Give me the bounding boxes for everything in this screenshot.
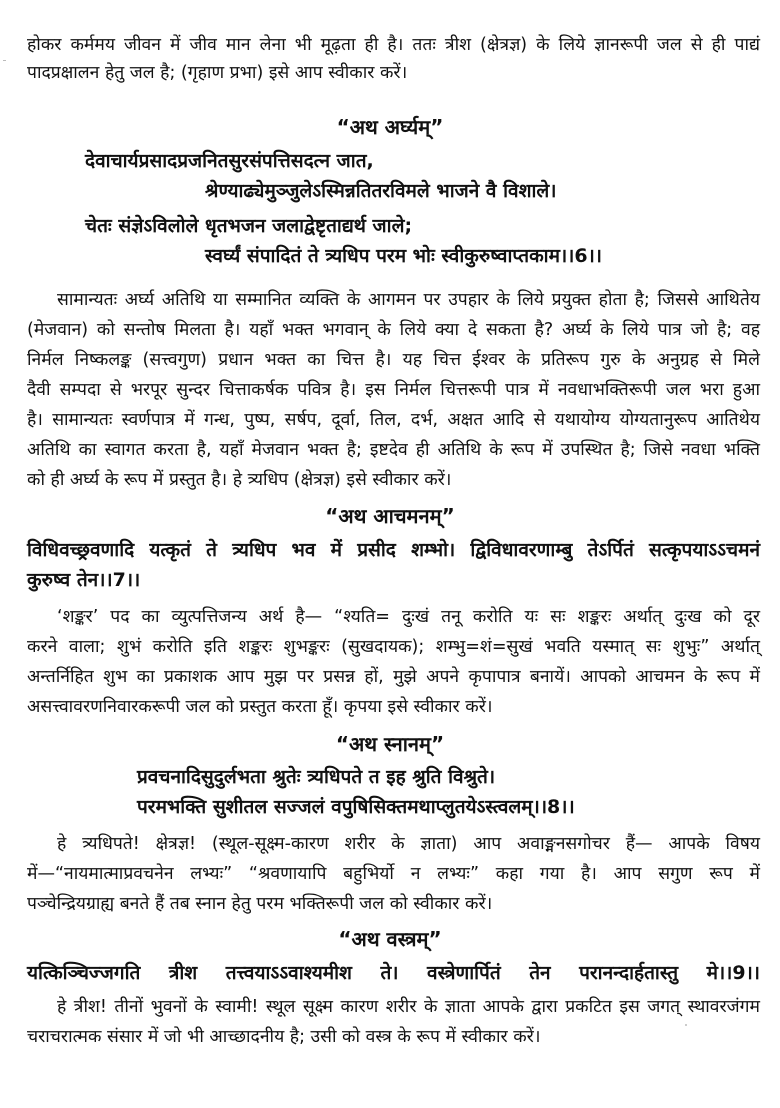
section-heading-arghyam: “अथ अर्घ्यम्”	[336, 115, 444, 139]
verse-line: यत्किञ्चिज्जगति त्रीश तत्त्वयाऽऽवाश्यमीश ते। वस्त्रेणार्पितं तेन परानन्दार्हतास्तु मे।।9।।	[27, 962, 760, 984]
verse-line: प्रवचनादिसुदुर्लभता श्रुतेः त्र्यधिपते त इह श्रुति विश्रुते।	[137, 766, 496, 788]
commentary-line: करने वाला; शुभं करोति इति शङ्करः शुभङ्करः (सुखदायक); शम्भु=शं=सुखं भवति यस्मात् सः शुभुः” अर्थात्	[27, 637, 760, 657]
section-heading-vastram: “अथ वस्त्रम्”	[338, 927, 442, 951]
verse-line: विधिवच्छ्रवणादि यत्कृतं ते त्र्यधिप भव में प्रसीद शम्भो। द्विविधावरणाम्बु तेऽर्पितं सत्कृपयाऽऽचमनं	[27, 539, 760, 561]
verse-line: देवाचार्यप्रसादप्रजनितसुरसंपत्तिसदत्न जात,	[85, 150, 374, 172]
commentary-line: हे त्रीश! तीनों भुवनों के स्वामी! स्थूल सूक्ष्म कारण शरीर के ज्ञाता आपके द्वारा प्रकटित इस जगत् स्थावरजंगम	[57, 997, 760, 1017]
verse-line: स्वर्घ्यं संपादितं ते त्र्यधिप परम भोः स्वीकुरुष्वाप्तकाम।।6।।	[205, 245, 602, 267]
scan-artifact-dot	[685, 1024, 687, 1026]
commentary-line: (मेजवान) को सन्तोष मिलता है। यहाँ भक्त भगवान् के लिये क्या दे सकता है? अर्घ्य के लिये पात्र जो है; वह	[27, 320, 760, 340]
commentary-line: अन्तर्निहित शुभ का प्रकाशक आप मुझ पर प्रसन्न हों, मुझे अपने कृपापात्र बनायें। आपको आचमन के रूप में	[27, 667, 760, 687]
intro-line-2: पादप्रक्षालन हेतु जल है; (गृहाण प्रभा) इसे आप स्वीकार करें।	[27, 63, 408, 83]
section-heading-snanam: “अथ स्नानम्”	[335, 732, 445, 756]
commentary-line: चराचरात्मक संसार में जो भी आच्छादनीय है; उसी को वस्त्र के रूप में स्वीकार करें।	[27, 1027, 541, 1047]
commentary-line: में—“नायमात्माप्रवचनेन लभ्यः” “श्रवणायापि बहुभिर्यो न लभ्यः” कहा गया है। आप सगुण रूप में	[27, 864, 760, 884]
verse-line: कुरुष्व तेन।।7।।	[27, 569, 141, 591]
commentary-line: ‘शङ्कर’ पद का व्युत्पत्तिजन्य अर्थ है— “श्यति= दुःखं तनू करोति यः सः शङ्करः अर्थात् दुःख को दूर	[57, 607, 760, 627]
intro-line-1: होकर कर्ममय जीवन में जीव मान लेना भी मूढ़ता ही है। ततः त्रीश (क्षेत्रज्ञ) के लिये ज्ञानरूपी जल से ही पाद्यं	[27, 35, 760, 55]
section-heading-achamanam: “अथ आचमनम्”	[325, 504, 455, 528]
commentary-line: को ही अर्घ्य के रूप में प्रस्तुत है। हे त्र्यधिप (क्षेत्रज्ञ) इसे स्वीकार करें।	[27, 470, 452, 490]
commentary-line: सामान्यतः अर्घ्य अतिथि या सम्मानित व्यक्ति के आगमन पर उपहार के लिये प्रयुक्त होता है; जिससे आथितेय	[57, 290, 760, 310]
commentary-line: है। सामान्यतः स्वर्णपात्र में गन्ध, पुष्प, सर्षप, दूर्वा, तिल, दर्भ, अक्षत आदि से यथायोग्य योग्यतानुरूप आतिथेय	[27, 410, 760, 430]
commentary-line: पञ्चेन्द्रियग्राह्य बनते हैं तब स्नान हेतु परम भक्तिरूपी जल को स्वीकार करें।	[27, 894, 493, 914]
commentary-line: अतिथि का स्वागत करता है, यहाँ मेजवान भक्त है; इष्टदेव ही अतिथि के रूप में उपस्थित है; जिसे नवधा भक्ति	[27, 440, 760, 460]
verse-line: परमभक्ति सुशीतल सज्जलं वपुषिसिक्तमथाप्लुतयेऽस्त्वलम्।।8।।	[137, 796, 575, 818]
commentary-line: हे त्र्यधिपते! क्षेत्रज्ञ! (स्थूल-सूक्ष्म-कारण शरीर के ज्ञाता) आप अवाङ्मनसगोचर हैं— आपके विषय	[57, 834, 760, 854]
scan-artifact	[3, 60, 6, 61]
commentary-line: दैवी सम्पदा से भरपूर सुन्दर चित्ताकर्षक पवित्र है। इस निर्मल चित्तरूपी पात्र में नवधाभक्तिरूपी जल भरा हुआ	[27, 380, 760, 400]
commentary-line: निर्मल निष्कलङ्क (सत्त्वगुण) प्रधान भक्त का चित्त है। यह चित्त ईश्वर के प्रतिरूप गुरु के अनुग्रह से मिले	[27, 350, 760, 370]
verse-line: श्रेण्याढ्येमुञ्जुलेऽस्मिन्नतितरविमले भाजने वै विशाले।	[205, 180, 557, 202]
verse-line: चेतः संज्ञेऽविलोले धृतभजन जलाद्वेष्टृताद्यर्थ जाले;	[85, 215, 413, 237]
commentary-line: असत्त्वावरणनिवारकरूपी जल को प्रस्तुत करता हूँ। कृपया इसे स्वीकार करें।	[27, 697, 493, 717]
